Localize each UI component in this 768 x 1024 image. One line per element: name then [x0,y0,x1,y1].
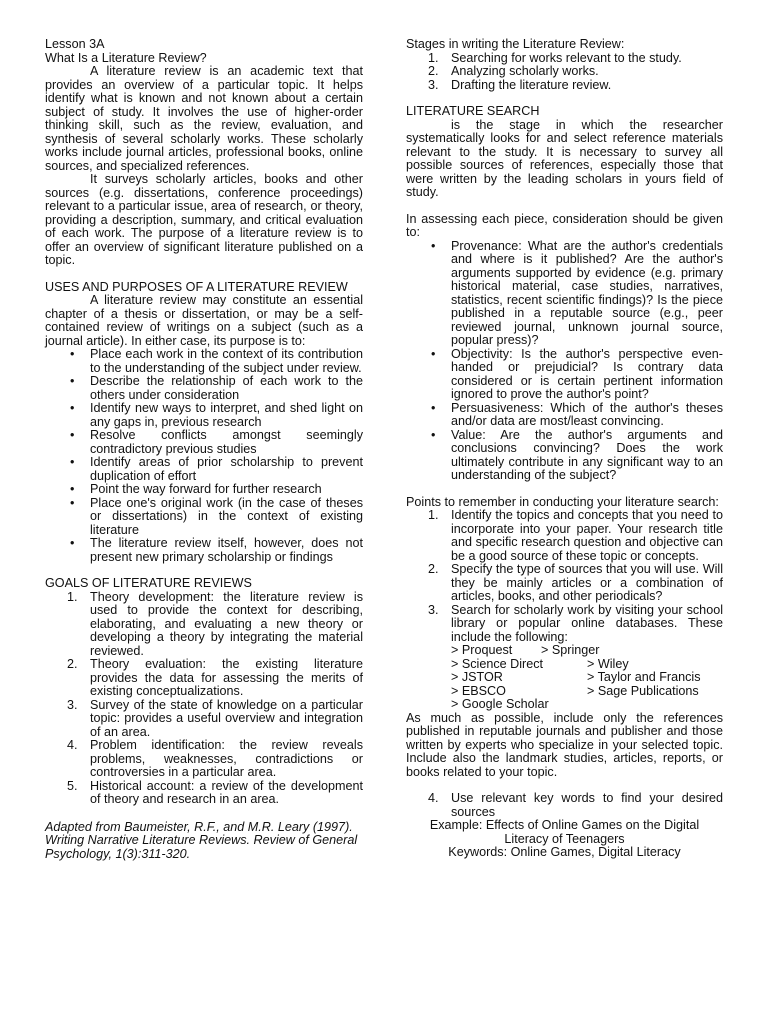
goals-list [45,591,363,807]
list-item: 3. Survey of the state of knowledge on a particular topic: provides a useful overview and integration of an area. [67,697,363,739]
intro-paragraph-2: It surveys scholarly articles, books and other sources (e.g. dissertations, conference proceedings) relevant to a particular issue, area of research, or theory, providing a description, summary, and critical evaluation of each work. The purpose of a literature review is to offer an overview of significant literature published on a topic. [45,172,363,267]
list-item: 2. Specify the type of sources that you will use. Will they be mainly articles or a combination of articles, books, and other periodicals? [428,562,723,603]
list-item: • Identify areas of prior scholarship to prevent duplication of effort [90,456,363,483]
keywords-line: Keywords: Online Games, Digital Literacy [448,845,681,859]
page-title: What Is a Literature Review? [45,50,207,65]
example-line-1: Example: Effects of Online Games on the Digital [429,818,700,832]
list-item: • Resolve conflicts amongst seemingly contradictory previous studies [90,429,363,456]
list-item: 4. Use relevant key words to find your desired sources [428,791,723,819]
list-item: • Place one's original work (in the case of theses or dissertations) in the context of existing literature [90,497,363,538]
points-list-continued [406,792,723,819]
list-item: • Provenance: What are the author's credentials and where is it published? Are the author's arguments supported by evidence (e.g. primary historical material, case studies, narratives, statistics, recent scientific findings)? Is the piece published in a reputable source (e.g., peer reviewed journal, unknown journal source, popular press)? [451,240,723,348]
intro-paragraph-1: A literature review is an academic text that provides an overview of a particular topic. It helps identify what is known and not known about a certain subject of study. It involves the use of higher-order thinking skill, such as the review, evaluation, and synthesis of several scholarly works. These scholarly works include journal articles, professional books, online sources, and specialized references. [45,64,363,173]
left-column [45,38,363,861]
points-paragraph: Points to remember in conducting your literature search: [406,494,719,509]
assess-paragraph: In assessing each piece, consideration should be given to: [406,211,723,239]
list-item: • The literature review itself, however, does not present new primary scholarship or findings [90,537,363,564]
database-science-direct: > Science Direct [451,656,544,671]
right-column [406,38,723,860]
database-google-scholar: > Google Scholar [451,697,549,711]
list-item: 2. Theory evaluation: the existing literature provides the data for assessing the merits of existing conceptualizations. [67,657,363,698]
database-springer: > Springer [541,643,600,657]
list-item: • Identify new ways to interpret, and shed light on any gaps in, previous research [90,402,363,429]
search-heading: LITERATURE SEARCH [406,104,540,118]
uses-paragraph: A literature review may constitute an essential chapter of a thesis or dissertation, or may be a self-contained review of writings on a subject (such as a journal article). In either case, its purpose is to: [45,293,363,348]
stages-list [406,52,723,93]
references-paragraph: As much as possible, include only the references published in reputable journals and publisher and those written by experts who specialize in your selected topic. Include also the landmark studies, articles, reports, or books related to your topic. [406,710,723,779]
list-item: • Persuasiveness: Which of the author's theses and/or data are most/least convincing. [451,402,723,429]
stages-heading: Stages in writing the Literature Review: [406,37,625,51]
database-wiley: > Wiley [587,656,629,671]
database-jstor: > JSTOR [451,670,503,684]
database-sage: > Sage Publications [587,683,699,698]
lesson-label: Lesson 3A [45,37,105,51]
database-ebsco: > EBSCO [451,683,506,698]
list-item: 3. Drafting the literature review. [428,77,612,92]
points-list [406,509,723,644]
list-item: 1. Searching for works relevant to the study. [428,50,682,65]
citation: Adapted from Baumeister, R.F., and M.R. Leary (1997). Writing Narrative Literature Reviews. Review of General Psychology, 1(3):311-320. [45,819,358,861]
database-taylor-francis: > Taylor and Francis [587,670,701,684]
database-list [406,644,723,712]
assess-list [406,240,723,483]
list-item: • Point the way forward for further research [90,483,363,497]
example-line-2: Literacy of Teenagers [504,831,625,846]
uses-heading: USES AND PURPOSES OF A LITERATURE REVIEW [45,279,348,294]
database-proquest: > Proquest [451,643,513,657]
list-item: • Describe the relationship of each work to the others under consideration [90,375,363,402]
list-item: • Place each work in the context of its contribution to the understanding of the subject under review. [90,348,363,375]
list-item: 4. Problem identification: the review reveals problems, weaknesses, contradictions or controversies in a particular area. [67,738,363,779]
search-paragraph: is the stage in which the researcher systematically looks for and select reference materials relevant to the study. It is necessary to survey all possible sources of references, especially those that were written by the leading scholars in yours field of study. [406,117,723,199]
list-item: • Objectivity: Is the author's perspective even-handed or prejudicial? Is contrary data considered or is certain pertinent information ignored to prove the author's point? [451,348,723,402]
goals-heading: GOALS OF LITERATURE REVIEWS [45,576,252,590]
list-item: 3. Search for scholarly work by visiting your school library or popular online databases. These include the following: [428,602,723,644]
list-item: 1. Theory development: the literature review is used to provide the context for describing, elaborating, and evaluating a new theory or developing a theory by integrating the material reviewed. [67,589,363,658]
list-item: 5. Historical account: a review of the development of theory and research in an area. [67,778,363,806]
uses-list [45,348,363,564]
list-item: 2. Analyzing scholarly works. [428,64,599,78]
list-item: 1. Identify the topics and concepts that you need to incorporate into your paper. Your research title and specific research question and objective can be a good source of these topic or concepts. [428,508,723,563]
list-item: • Value: Are the author's arguments and conclusions convincing? Does the work ultimately contribute in any significant way to an understanding of the subject? [451,429,723,483]
